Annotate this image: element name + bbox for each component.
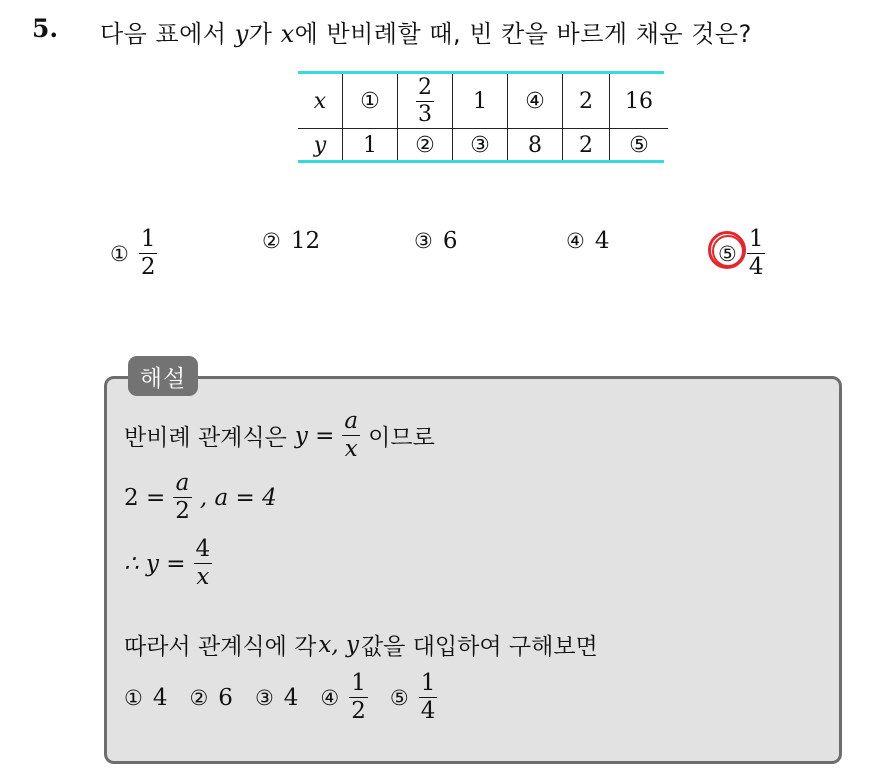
table-cell: 2 bbox=[563, 129, 610, 162]
solution-line-3-lhs: ∴ y = bbox=[124, 550, 186, 577]
solution-line-3-fraction bbox=[194, 538, 213, 589]
table-cell: 1 bbox=[453, 74, 508, 129]
question-text-part1: 다음 표에서 bbox=[100, 20, 235, 48]
choice-3[interactable] bbox=[414, 228, 457, 254]
choice-2-label: ② bbox=[262, 229, 281, 253]
fraction-numerator: 4 bbox=[195, 536, 211, 562]
question-var-x: x bbox=[280, 20, 295, 48]
solution-line-2 bbox=[124, 472, 277, 523]
fraction-numerator: 1 bbox=[140, 226, 156, 252]
solution-line-2-lhs: 2 = bbox=[124, 484, 166, 511]
solution-line-3 bbox=[124, 538, 212, 589]
table-cell: 16 bbox=[625, 88, 653, 114]
choice-3-value: 6 bbox=[442, 228, 458, 254]
answer-value: 6 bbox=[218, 684, 233, 711]
question-text-part2: 가 bbox=[248, 20, 281, 48]
solution-answer-5 bbox=[390, 672, 437, 723]
solution-line-4-vars: x, y bbox=[318, 631, 359, 658]
choice-5[interactable] bbox=[718, 228, 765, 279]
table-cell: ① bbox=[343, 74, 398, 129]
question-number: 5. bbox=[32, 14, 59, 43]
choice-1[interactable] bbox=[110, 228, 157, 279]
solution-line-4 bbox=[124, 628, 598, 661]
solution-line-1-fraction bbox=[342, 410, 360, 461]
table-label-y: y bbox=[298, 129, 343, 162]
answer-value: 4 bbox=[283, 684, 299, 711]
fraction-denominator: 4 bbox=[420, 698, 436, 724]
fraction-denominator: 2 bbox=[140, 254, 156, 280]
question-text bbox=[100, 14, 752, 49]
solution-line-4-text1: 따라서 관계식에 각 bbox=[124, 634, 317, 660]
solution-answers bbox=[124, 672, 437, 723]
fraction-denominator: 2 bbox=[175, 498, 190, 524]
table-cell: ② bbox=[398, 129, 453, 162]
answer-label: ⑤ bbox=[389, 685, 409, 710]
answer-fraction bbox=[419, 672, 438, 723]
question-var-y: y bbox=[234, 20, 249, 48]
fraction-numerator: 1 bbox=[748, 226, 764, 252]
choice-3-label: ③ bbox=[414, 229, 433, 253]
table-cell: ⑤ bbox=[610, 129, 669, 162]
fraction-numerator: 1 bbox=[420, 670, 436, 696]
choice-1-label: ① bbox=[110, 241, 129, 266]
fraction-denominator: 4 bbox=[748, 254, 764, 280]
table-cell: 2 bbox=[563, 74, 610, 129]
solution-answer-3 bbox=[255, 685, 298, 711]
answer-label: ③ bbox=[254, 685, 274, 710]
table-bottom-rule bbox=[298, 160, 664, 163]
answer-value: 4 bbox=[152, 684, 168, 711]
table-cell: 1 bbox=[343, 129, 398, 162]
choice-4-value: 4 bbox=[594, 228, 610, 254]
solution-line-2-fraction bbox=[173, 472, 192, 523]
solution-answer-1 bbox=[124, 685, 167, 711]
choice-2-value: 12 bbox=[290, 228, 321, 254]
choice-5-label: ⑤ bbox=[718, 241, 737, 266]
fraction-numerator: a bbox=[175, 470, 190, 496]
fraction-numerator: 1 bbox=[351, 670, 366, 696]
solution-answer-2 bbox=[189, 685, 232, 711]
question-text-part3: 에 반비례할 때, 빈 칸을 바르게 채운 것은? bbox=[294, 20, 752, 48]
choice-2[interactable] bbox=[262, 228, 320, 254]
table-cell: ④ bbox=[508, 74, 563, 129]
table-row-y bbox=[298, 129, 668, 162]
fraction-numerator: a bbox=[344, 408, 359, 434]
fraction-numerator: 2 bbox=[418, 74, 432, 100]
fraction-denominator: 3 bbox=[418, 101, 432, 127]
choice-5-fraction bbox=[747, 228, 766, 279]
solution-line-2-tail: , a = 4 bbox=[199, 484, 277, 511]
table-label-x: x bbox=[298, 74, 343, 129]
solution-line-1-text: 반비례 관계식은 bbox=[124, 425, 287, 451]
fraction-denominator: x bbox=[344, 436, 358, 462]
choice-1-fraction bbox=[139, 228, 158, 279]
answer-fraction bbox=[349, 672, 368, 723]
answer-label: ② bbox=[189, 685, 209, 710]
solution-tag: 해설 bbox=[128, 356, 198, 396]
solution-line-1-lhs: y = bbox=[294, 422, 335, 449]
table-cell: 8 bbox=[508, 129, 563, 162]
answer-label: ① bbox=[124, 685, 143, 710]
solution-line-1-tail: 이므로 bbox=[368, 425, 435, 451]
solution-line-1 bbox=[124, 410, 435, 461]
xy-table bbox=[298, 74, 668, 161]
table-cell: ③ bbox=[453, 129, 508, 162]
solution-line-4-text2: 값을 대입하여 구해보면 bbox=[360, 634, 598, 660]
choice-4[interactable] bbox=[566, 228, 609, 254]
table-row-x bbox=[298, 74, 668, 129]
table-cell-fraction bbox=[398, 74, 453, 129]
choice-4-label: ④ bbox=[566, 229, 585, 253]
fraction-denominator: 2 bbox=[351, 698, 366, 724]
fraction bbox=[416, 74, 434, 127]
solution-answer-4 bbox=[320, 672, 367, 723]
answer-label: ④ bbox=[320, 685, 340, 710]
fraction-denominator: x bbox=[196, 564, 210, 590]
